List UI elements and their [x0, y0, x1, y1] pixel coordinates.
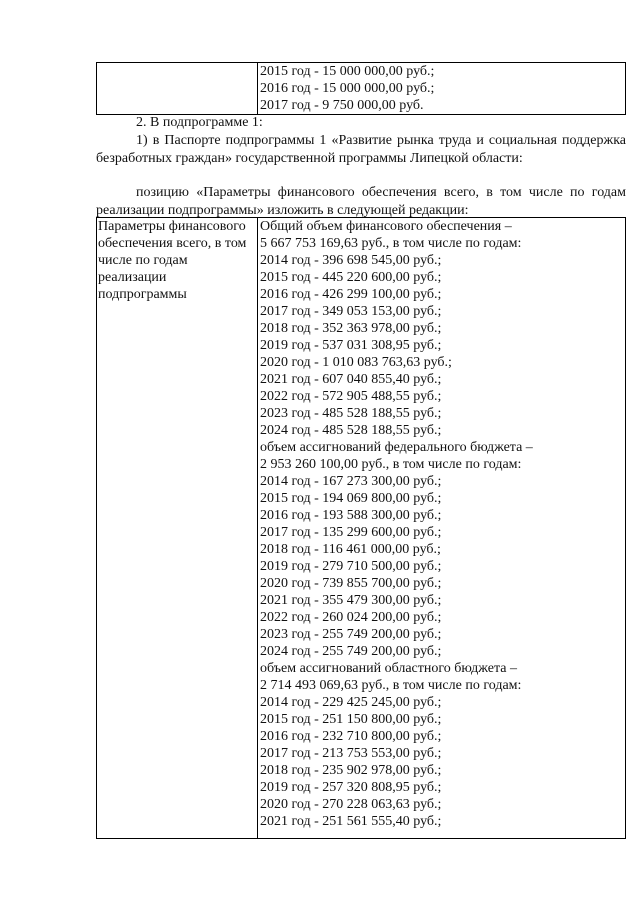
regional-year-line: 2015 год - 251 150 800,00 руб.; — [260, 712, 442, 727]
paragraph-subprogram-heading: 2. В подпрограмме 1: — [136, 115, 263, 130]
total-year-line: 2018 год - 352 363 978,00 руб.; — [260, 321, 442, 336]
total-year-line: 2019 год - 537 031 308,95 руб.; — [260, 338, 442, 353]
regional-year-line: 2016 год - 232 710 800,00 руб.; — [260, 729, 442, 744]
federal-year-line: 2019 год - 279 710 500,00 руб.; — [260, 559, 442, 574]
continued-table-right-cell — [258, 63, 626, 115]
label-line: подпрограммы — [98, 287, 187, 302]
regional-year-line: 2018 год - 235 902 978,00 руб.; — [260, 763, 442, 778]
total-amount-line: 5 667 753 169,63 руб., в том числе по годам: — [260, 236, 522, 251]
federal-year-line: 2023 год - 255 749 200,00 руб.; — [260, 627, 442, 642]
total-year-line: 2024 год - 485 528 188,55 руб.; — [260, 423, 442, 438]
federal-year-line: 2020 год - 739 855 700,00 руб.; — [260, 576, 442, 591]
top-line-2016: 2016 год - 15 000 000,00 руб.; — [260, 81, 435, 96]
total-year-line: 2014 год - 396 698 545,00 руб.; — [260, 253, 442, 268]
paragraph-passport-amendment: 1) в Паспорте подпрограммы 1 «Развитие рынка труда и социальная поддержка безработных граждан» государственной программы Липецкой области: — [96, 133, 626, 166]
label-line: реализации — [98, 270, 167, 285]
label-line: обеспечения всего, в том — [98, 236, 247, 251]
funding-parameters-table — [96, 217, 626, 839]
regional-year-line: 2020 год - 270 228 063,63 руб.; — [260, 797, 442, 812]
total-year-line: 2023 год - 485 528 188,55 руб.; — [260, 406, 442, 421]
total-year-line: 2022 год - 572 905 488,55 руб.; — [260, 389, 442, 404]
federal-amount-line: 2 953 260 100,00 руб., в том числе по годам: — [260, 457, 522, 472]
regional-year-line: 2017 год - 213 753 553,00 руб.; — [260, 746, 442, 761]
regional-year-line: 2021 год - 251 561 555,40 руб.; — [260, 814, 442, 829]
federal-heading-line: объем ассигнований федерального бюджета – — [260, 440, 533, 455]
federal-year-line: 2014 год - 167 273 300,00 руб.; — [260, 474, 442, 489]
continued-funding-table — [96, 62, 626, 115]
label-line: числе по годам — [98, 253, 188, 268]
regional-year-line: 2019 год - 257 320 808,95 руб.; — [260, 780, 442, 795]
continued-table-left-cell — [97, 63, 258, 115]
total-year-line: 2017 год - 349 053 153,00 руб.; — [260, 304, 442, 319]
total-year-line: 2015 год - 445 220 600,00 руб.; — [260, 270, 442, 285]
federal-year-line: 2015 год - 194 069 800,00 руб.; — [260, 491, 442, 506]
parameters-label-cell — [97, 218, 258, 839]
label-line: Параметры финансового — [98, 219, 246, 234]
regional-heading-line: объем ассигнований областного бюджета – — [260, 661, 517, 676]
federal-year-line: 2021 год - 355 479 300,00 руб.; — [260, 593, 442, 608]
federal-year-line: 2017 год - 135 299 600,00 руб.; — [260, 525, 442, 540]
top-line-2017: 2017 год - 9 750 000,00 руб. — [260, 98, 424, 113]
total-year-line: 2016 год - 426 299 100,00 руб.; — [260, 287, 442, 302]
total-year-line: 2021 год - 607 040 855,40 руб.; — [260, 372, 442, 387]
regional-amount-line: 2 714 493 069,63 руб., в том числе по годам: — [260, 678, 522, 693]
parameters-values-cell — [258, 218, 626, 839]
regional-year-line: 2014 год - 229 425 245,00 руб.; — [260, 695, 442, 710]
paragraph-position-amendment: позицию «Параметры финансового обеспечения всего, в том числе по годам реализации подпрограммы» изложить в следующей редакции: — [96, 185, 626, 218]
federal-year-line: 2024 год - 255 749 200,00 руб.; — [260, 644, 442, 659]
federal-year-line: 2022 год - 260 024 200,00 руб.; — [260, 610, 442, 625]
federal-year-line: 2016 год - 193 588 300,00 руб.; — [260, 508, 442, 523]
top-line-2015: 2015 год - 15 000 000,00 руб.; — [260, 64, 435, 79]
total-heading-line: Общий объем финансового обеспечения – — [260, 219, 512, 234]
total-year-line: 2020 год - 1 010 083 763,63 руб.; — [260, 355, 452, 370]
federal-year-line: 2018 год - 116 461 000,00 руб.; — [260, 542, 441, 557]
